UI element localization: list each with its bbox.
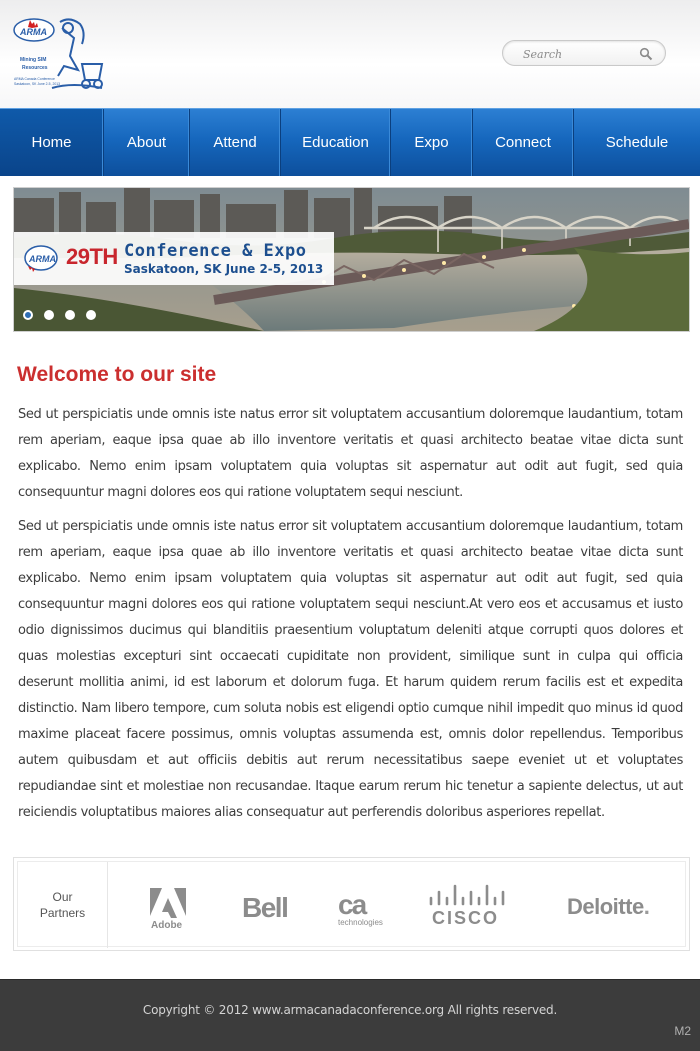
nav-about[interactable]: About: [104, 109, 190, 176]
slide-dot-4[interactable]: [86, 310, 96, 320]
arma-logo[interactable]: [12, 14, 107, 94]
ca-logo-text: ca: [338, 889, 366, 920]
ca-logo-subtext: technologies: [338, 918, 383, 927]
intro-paragraph-2: Sed ut perspiciatis unde omnis iste natus error sit voluptatem accusantium doloremque laudantium, totam rem aperiam, eaque ipsa quae ab illo inventore veritatis et quasi architecto beatae vitae dicta sunt explicabo. Nemo enim ipsam voluptatem quia voluptas sit aspernatur aut odit aut fugit, sed quia consequuntur magni dolores eos qui ratione voluptatem sequi nesciunt.At vero eos et accusamus et iusto odio dignissimos ducimus qui blanditiis praesentium voluptatum deleniti atque corrupti quos dolores et quas molestias excepturi sint occaecati cupiditate non provident, similique sunt in culpa qui officia deserunt mollitia animi, id est laborum et dolorum fuga. Et harum quidem rerum facilis est et expedita distinctio. Nam libero tempore, cum soluta nobis est eligendi optio cumque nihil impedit quo minus id quod maxime placeat facere possimus, omnis voluptas assumenda est, omnis dolor repellendus. Temporibus autem quibusdam et aut officiis debitis aut rerum necessitatibus saepe eveniet ut et voluptates repudiandae sint et molestiae non recusandae. Itaque earum rerum hic tenetur a sapiente delectus, ut aut reiciendis voluptatibus maiores alias consequatur aut perferendis doloribus asperiores repellat.: [18, 519, 683, 820]
slide-dot-3[interactable]: [65, 310, 75, 320]
nav-schedule[interactable]: Schedule: [605, 134, 669, 151]
deloitte-logo-text: Deloitte: [567, 894, 644, 919]
bell-logo[interactable]: Bell: [242, 892, 288, 923]
nav-expo[interactable]: Expo: [391, 109, 473, 176]
main-nav: [0, 108, 700, 176]
slide-indicators: [23, 310, 96, 320]
ca-logo[interactable]: [334, 888, 384, 928]
banner-logo-text: ARMA: [29, 254, 56, 264]
adobe-logo[interactable]: [148, 886, 188, 930]
logo-line-2: Resources: [22, 65, 48, 71]
copyright-text: Copyright © 2012 www.armacanadaconference.org All rights reserved.: [142, 1003, 558, 1017]
footer: [0, 979, 700, 1051]
partners-label: Our Partners: [18, 862, 108, 948]
logo-line-1: Mining SIM: [20, 57, 47, 63]
conference-title: Conference & Expo: [124, 241, 307, 261]
slide-dot-2[interactable]: [44, 310, 54, 320]
deloitte-logo[interactable]: [567, 894, 649, 920]
slide-dot-1[interactable]: [23, 310, 33, 320]
banner-slideshow[interactable]: [13, 187, 690, 332]
logo-line-3: ARMA Canada Conference: [14, 77, 55, 81]
page-code: M2: [674, 1024, 691, 1038]
conference-number: 29TH: [66, 244, 118, 269]
adobe-logo-text: Adobe: [151, 920, 183, 930]
logo-line-4: Saskatoon, SK June 2-5, 2013: [14, 82, 60, 86]
arma-logo-text: ARMA: [20, 27, 47, 37]
arma-banner-logo-icon: [23, 242, 59, 274]
nav-connect[interactable]: Connect: [473, 109, 574, 176]
partners-inner: [17, 861, 686, 947]
page-title: Welcome to our site: [17, 363, 217, 386]
nav-home[interactable]: Home: [0, 109, 104, 176]
partners-bar: [13, 857, 690, 951]
conference-location-date: Saskatoon, SK June 2-5, 2013: [124, 262, 324, 276]
nav-education[interactable]: Education: [281, 109, 391, 176]
banner-caption: [14, 232, 334, 285]
nav-attend[interactable]: Attend: [190, 109, 281, 176]
intro-paragraph-1: Sed ut perspiciatis unde omnis iste natus error sit voluptatem accusantium doloremque laudantium, totam rem aperiam, eaque ipsa quae ab illo inventore veritatis et quasi architecto beatae vitae dicta sunt explicabo. Nemo enim ipsam voluptatem quia voluptas sit aspernatur aut odit aut fugit, sed quia consequuntur magni dolores eos qui ratione voluptatem sequi nesciunt.: [18, 407, 683, 500]
deloitte-logo-dot: .: [643, 894, 650, 919]
arma-logo-graphic: [12, 14, 107, 94]
search-box: [502, 40, 666, 66]
search-icon[interactable]: [639, 47, 653, 61]
header: [0, 0, 700, 108]
cisco-logo-text: CISCO: [432, 908, 500, 928]
cisco-logo[interactable]: [424, 882, 510, 928]
search-input[interactable]: [523, 45, 635, 63]
